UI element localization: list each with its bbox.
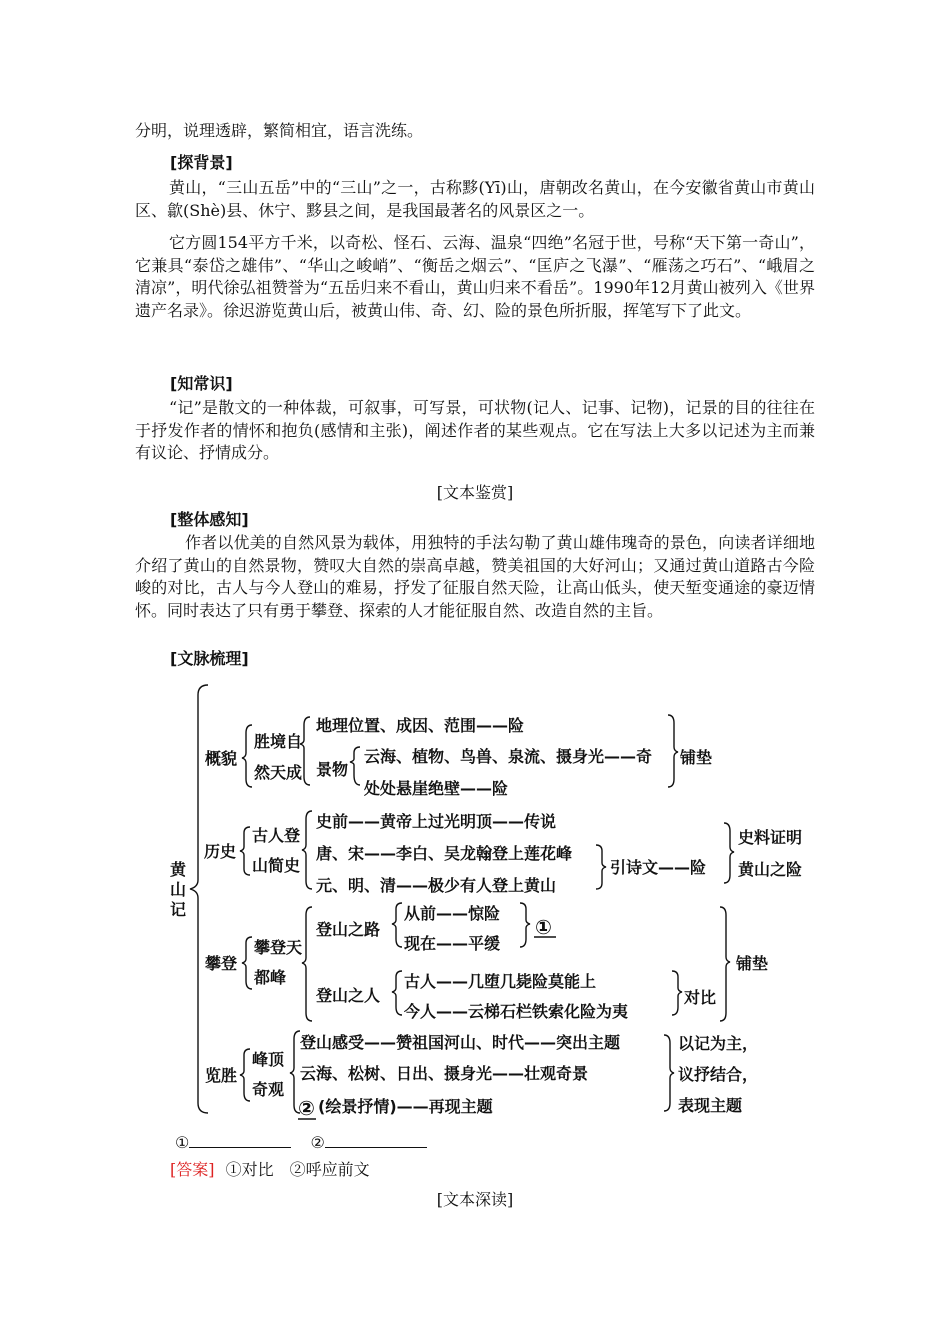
knowledge-heading: [知常识] [170, 374, 233, 393]
blank-2-label: ② [310, 1133, 325, 1152]
overview-geo: 地理位置、成因、范围——险 [316, 716, 525, 735]
view-sub-1: 峰顶 [252, 1050, 285, 1069]
overall-para: 作者以优美的自然风景为载体，用独特的手法勾勒了黄山雄伟瑰奇的景色，向读者详细地介绍了黄山的自然景物，赞叹大自然的崇高卓越，赞美祖国的大好河山；又通过黄山道路古今险峻的对比，古人与今人登山的难易，抒发了征服自然天险，让高山低头，使天堑变通途的豪迈情怀。同时表达了只有勇于攀登、探索的人才能征服自然、改造自然的主旨。 [135, 533, 815, 620]
structure-diagram [0, 675, 950, 1145]
view-result-1: 以记为主， [678, 1034, 759, 1053]
overview-scene-2: 处处悬崖绝壁——险 [364, 779, 509, 798]
history-sub-1: 古人登 [252, 826, 301, 845]
answer-line [170, 1159, 370, 1181]
blank-1-line[interactable] [189, 1133, 291, 1148]
climb-sub-2: 都峰 [254, 968, 287, 987]
climb-people: 登山之人 [316, 986, 381, 1005]
intro-line: 分明，说理透辟，繁简相宜，语言洗练。 [135, 121, 424, 140]
root-char-2: 山 [170, 880, 187, 899]
overview-label: 概貌 [205, 749, 238, 768]
climb-road-item-1: 从前——惊险 [404, 904, 501, 923]
history-sub-2: 山简史 [252, 856, 301, 875]
background-para-2: 它方圆154平方千米，以奇松、怪石、云海、温泉“四绝”名冠于世，号称“天下第一奇山”，它兼具“泰岱之雄伟”、“华山之峻峭”、“衡岳之烟云”、“匡庐之飞瀑”、“雁荡之巧石”、“峨眉之清凉”，明代徐弘祖赞誉为“五岳归来不看山，黄山归来不看岳”。1990年12月黄山被列入《世界遗产名录》。徐迟游览黄山后，被黄山伟、奇、幻、险的景色所折服，挥笔写下了此文。 [135, 233, 815, 320]
climb-road: 登山之路 [316, 920, 381, 939]
history-poem: 引诗文——险 [610, 858, 707, 877]
root-char-3: 记 [170, 900, 187, 919]
overview-scene-label: 景物 [316, 760, 349, 779]
deep-reading-title: [文本深读] [436, 1190, 514, 1209]
appreciation-title: [文本鉴赏] [436, 483, 514, 502]
overview-scene-1: 云海、植物、鸟兽、泉流、摄身光——奇 [364, 747, 653, 766]
view-blank-2: ② [298, 1096, 315, 1120]
climb-road-item-2: 现在——平缓 [404, 934, 501, 953]
climb-result: 铺垫 [736, 954, 769, 973]
climb-compare: 对比 [684, 988, 717, 1007]
answer-blanks [175, 1132, 441, 1154]
overview-sub-2: 然天成 [254, 763, 303, 782]
background-para-1: 黄山，“三山五岳”中的“三山”之一，古称黟(Yī)山，唐朝改名黄山，在今安徽省黄山市黄山区、歙(Shè)县、休宁、黟县之间，是我国最著名的风景区之一。 [135, 178, 815, 220]
overview-result: 铺垫 [680, 748, 713, 767]
root-char-1: 黄 [170, 860, 187, 879]
overview-sub-1: 胜境自 [254, 732, 303, 751]
view-item-3: (绘景抒情)——再现主题 [318, 1097, 493, 1116]
climb-blank-1: ① [535, 915, 552, 939]
answer-label: [答案] [170, 1160, 215, 1179]
view-label: 览胜 [205, 1066, 238, 1085]
history-item-2: 唐、宋——李白、吴龙翰登上莲花峰 [316, 844, 573, 863]
answer-text: ①对比 ②呼应前文 [225, 1160, 370, 1179]
history-item-1: 史前——黄帝上过光明顶——传说 [316, 812, 557, 831]
history-result-1: 史料证明 [738, 828, 803, 847]
view-result-3: 表现主题 [678, 1096, 743, 1115]
structure-heading: [文脉梳理] [170, 649, 249, 668]
climb-sub-1: 攀登天 [254, 938, 303, 957]
knowledge-para: “记”是散文的一种体裁，可叙事，可写景，可状物(记人、记事、记物)，记景的目的往往在于抒发作者的情怀和抱负(感情和主张)，阐述作者的某些观点。它在写法上大多以记述为主而兼有议论、抒情成分。 [135, 398, 815, 462]
history-result-2: 黄山之险 [738, 860, 803, 879]
overall-heading: [整体感知] [170, 510, 249, 529]
climb-label: 攀登 [205, 954, 238, 973]
view-sub-2: 奇观 [252, 1080, 285, 1099]
view-result-2: 议抒结合， [678, 1065, 759, 1084]
background-heading: [探背景] [170, 153, 233, 172]
view-item-1: 登山感受——赞祖国河山、时代——突出主题 [300, 1033, 621, 1052]
blank-2-line[interactable] [325, 1133, 427, 1148]
climb-people-item-2: 今人——云梯石栏铁索化险为夷 [404, 1002, 629, 1021]
history-item-3: 元、明、清——极少有人登上黄山 [316, 876, 557, 895]
climb-people-item-1: 古人——几堕几毙险莫能上 [404, 972, 597, 991]
blank-1-label: ① [175, 1133, 190, 1152]
history-label: 历史 [204, 842, 237, 861]
view-item-2: 云海、松树、日出、摄身光——壮观奇景 [300, 1064, 589, 1083]
